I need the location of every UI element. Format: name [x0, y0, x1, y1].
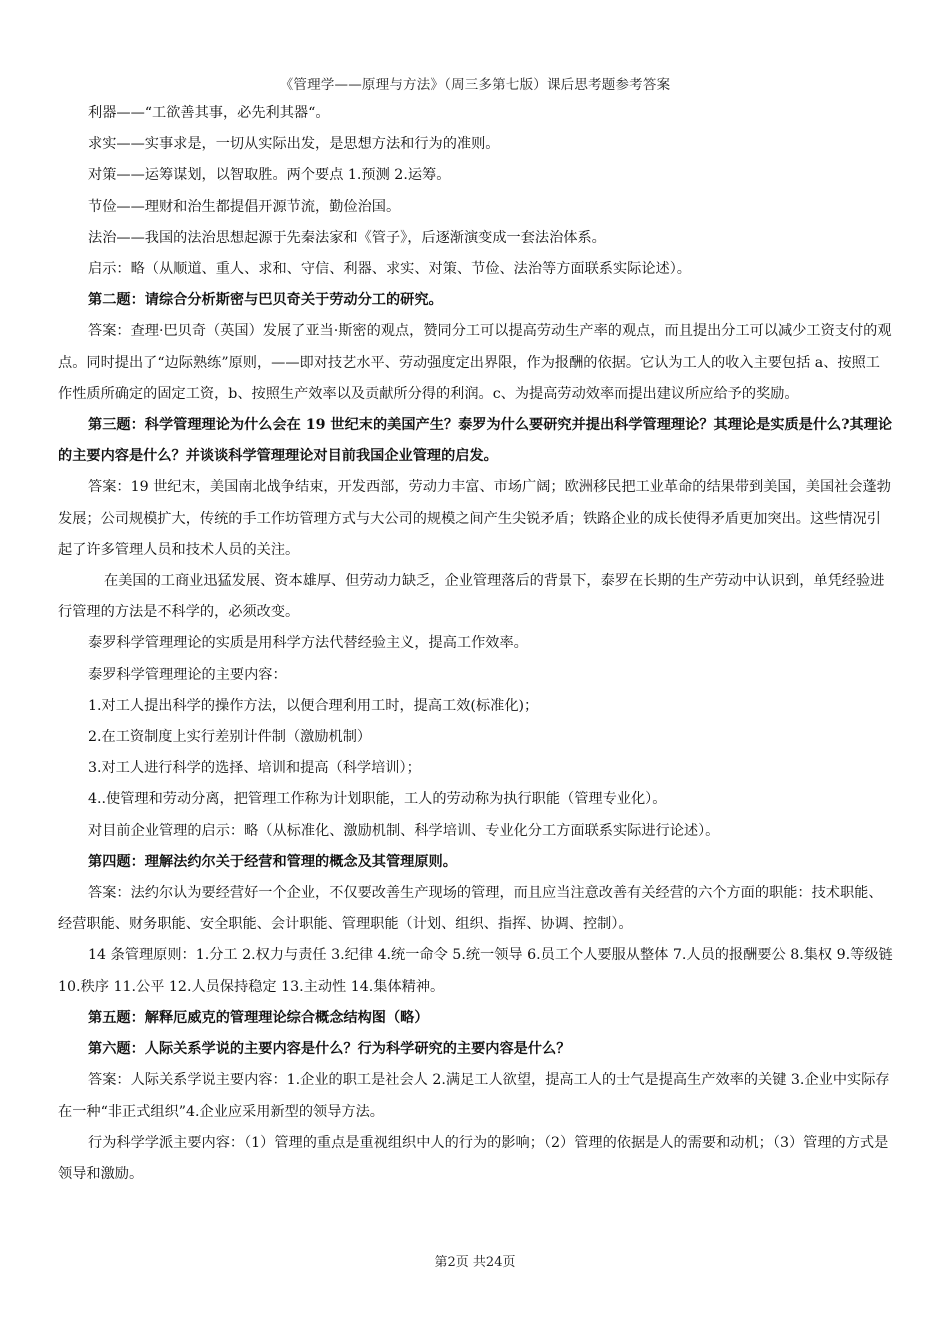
answer-paragraph: 14 条管理原则：1.分工 2.权力与责任 3.纪律 4.统一命令 5.统一领导 6.员工个人要服从整体 7.人员的报酬要公 8.集权 9.等级链 10.秩序 11.公平 12.人员保持稳定 13.主动性 14.集体精神。 [58, 947, 893, 995]
paragraph: 利器——“工欲善其事，必先利其器“。 [88, 105, 330, 121]
page-header: 《管理学——原理与方法》（周三多第七版）课后思考题参考答案 [279, 77, 671, 93]
question-heading: 第二题：请综合分析斯密与巴贝奇关于劳动分工的研究。 [88, 292, 443, 309]
document-body [58, 98, 894, 1190]
answer-paragraph: 答案：人际关系学说主要内容：1.企业的职工是社会人 2.满足工人欲望，提高工人的士气是提高生产效率的关键 3.企业中实际存在一种“非正式组织”4.企业应采用新型的领导方法。 [58, 1072, 890, 1120]
paragraph: 法治——我国的法治思想起源于先秦法家和《管子》，后逐渐演变成一套法治体系。 [88, 229, 606, 246]
answer-paragraph: 答案：19 世纪末，美国南北战争结束，开发西部，劳动力丰富、市场广阔；欧洲移民把工业革命的结果带到美国，美国社会蓬勃发展；公司规模扩大，传统的手工作坊管理方式与大公司的规模之间产生尖锐矛盾；铁路企业的成长使得矛盾更加突出。这些情况引起了许多管理人员和技术人员的关注。 [58, 479, 891, 558]
page-number: 第2页 共24页 [434, 1255, 516, 1270]
paragraph: 对策——运筹谋划，以智取胜。两个要点 1.预测 2.运筹。 [88, 167, 451, 184]
question-heading: 第六题：人际关系学说的主要内容是什么？行为科学研究的主要内容是什么？ [88, 1041, 571, 1058]
answer-paragraph: 行为科学学派主要内容：（1）管理的重点是重视组织中人的行为的影响；（2）管理的依据是人的需要和动机；（3）管理的方式是领导和激励。 [58, 1134, 889, 1182]
answer-paragraph: 泰罗科学管理理论的实质是用科学方法代替经验主义，提高工作效率。 [88, 635, 528, 652]
paragraph: 启示：略（从顺道、重人、求和、守信、利器、求实、对策、节俭、法治等方面联系实际论述）。 [88, 261, 691, 278]
answer-paragraph: 在美国的工商业迅猛发展、资本雄厚、但劳动力缺乏，企业管理落后的背景下，泰罗在长期的生产劳动中认识到，单凭经验进行管理的方法是不科学的，必须改变。 [58, 573, 885, 621]
question-heading: 第三题：科学管理理论为什么会在 19 世纪末的美国产生？泰罗为什么要研究并提出科学管理理论？其理论是实质是什么?其理论的主要内容是什么？并谈谈科学管理理论对目前我国企业管理的启发。 [58, 417, 893, 465]
question-heading: 第四题：理解法约尔关于经营和管理的概念及其管理原则。 [88, 853, 457, 870]
answer-paragraph: 答案：查理·巴贝奇（英国）发展了亚当·斯密的观点，赞同分工可以提高劳动生产率的观点，而且提出分工可以减少工资支付的观点。同时提出了“边际熟练”原则，——即对技艺水平、劳动强度定出界限，作为报酬的依据。它认为工人的收入主要包括 a、按照工作性质所确定的固定工资，b、按照生产效率以及贡献所分得的利润。c、为提高劳动效率而提出建议所应给予的奖励。 [58, 323, 892, 402]
answer-paragraph: 答案：法约尔认为要经营好一个企业，不仅要改善生产现场的管理，而且应当注意改善有关经营的六个方面的职能：技术职能、经营职能、财务职能、安全职能、会计职能、管理职能（计划、组织、指挥、协调、控制）。 [58, 885, 883, 933]
paragraph: 节俭——理财和治生都提倡开源节流，勤俭治国。 [88, 198, 401, 215]
list-item: 3.对工人进行科学的选择、培训和提高（科学培训）； [88, 760, 421, 777]
paragraph: 求实——实事求是，一切从实际出发，是思想方法和行为的准则。 [88, 136, 500, 153]
question-heading: 第五题：解释厄威克的管理理论综合概念结构图（略） [88, 1009, 429, 1026]
answer-paragraph: 泰罗科学管理理论的主要内容： [88, 666, 287, 683]
list-item: 2.在工资制度上实行差别计件制（激励机制） [88, 729, 372, 746]
list-item: 4..使管理和劳动分离，把管理工作称为计划职能，工人的劳动称为执行职能（管理专业化）。 [88, 791, 667, 808]
answer-paragraph: 对目前企业管理的启示：略（从标准化、激励机制、科学培训、专业化分工方面联系实际进行论述）。 [88, 822, 720, 839]
list-item: 1.对工人提出科学的操作方法，以便合理利用工时，提高工效(标准化)； [88, 697, 539, 714]
